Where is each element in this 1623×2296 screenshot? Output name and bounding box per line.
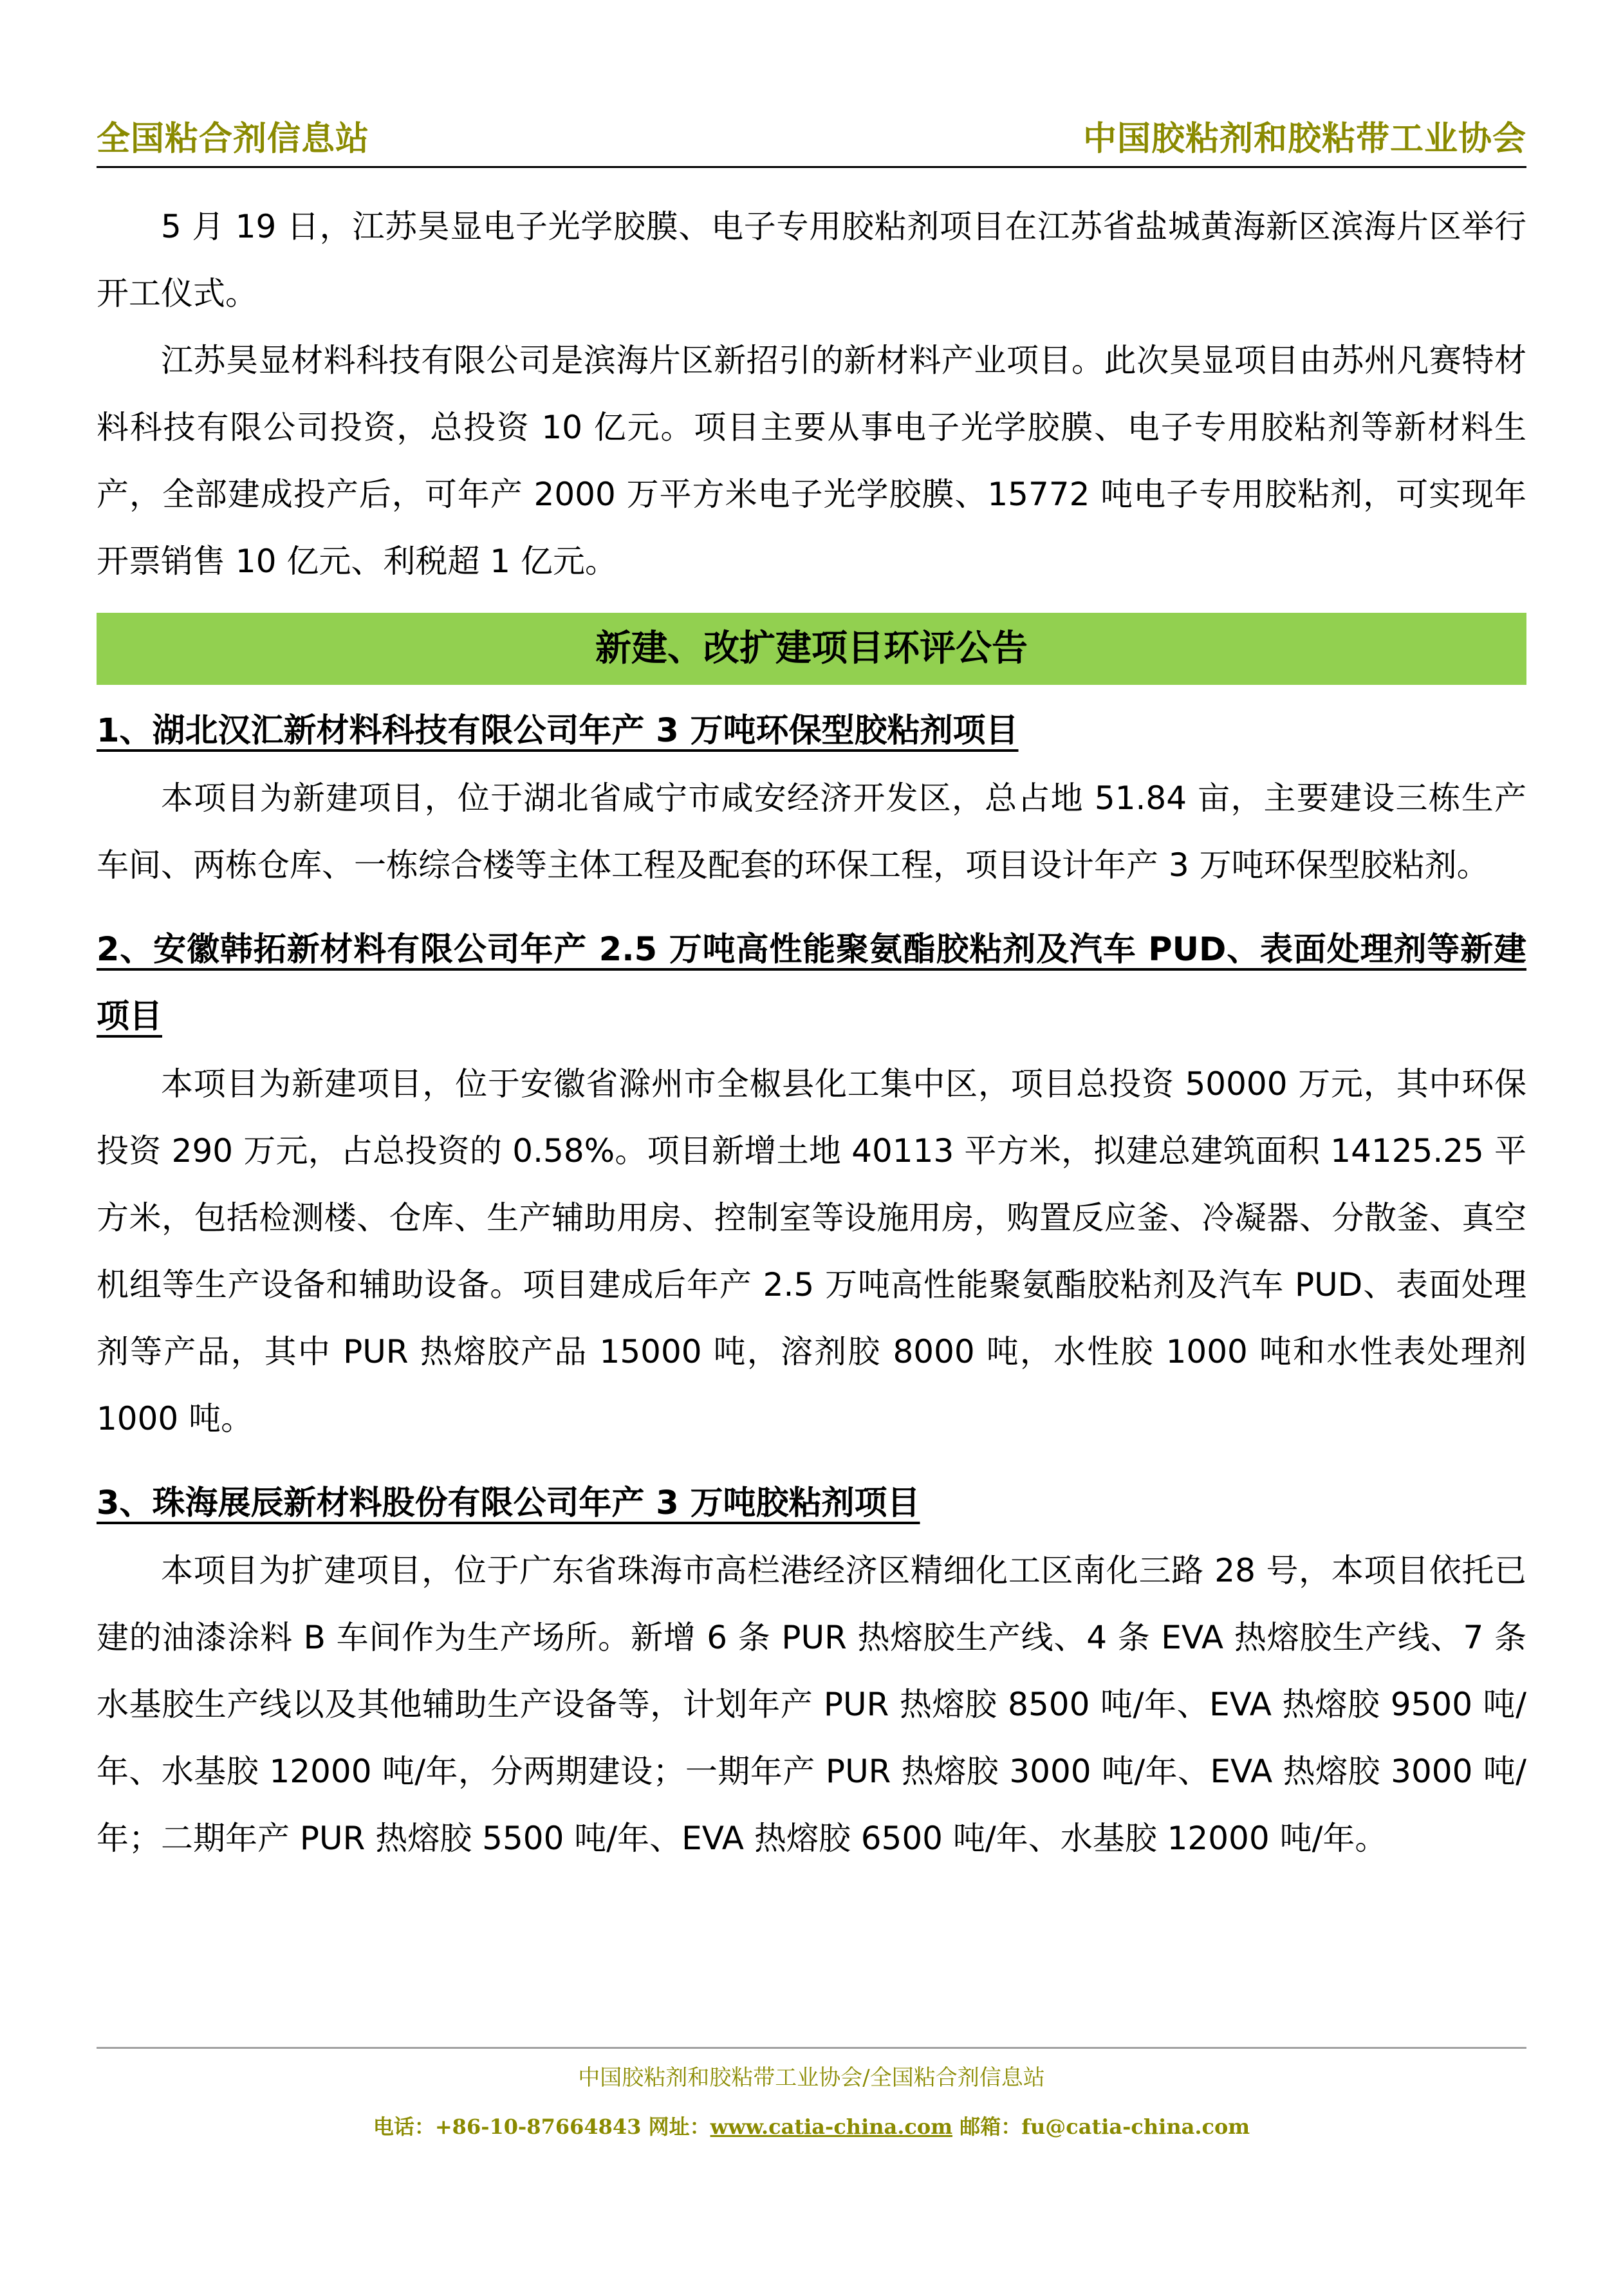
footer-contact [97, 2111, 1526, 2143]
section-3-body: 本项目为扩建项目，位于广东省珠海市高栏港经济区精细化工区南化三路 28 号，本项目依托已建的油漆涂料 B 车间作为生产场所。新增 6 条 PUR 热熔胶生产线、4 条 EVA 热熔胶生产线、7 条水基胶生产线以及其他辅助生产设备等，计划年产 PUR 热熔胶 8500 吨/年、EVA 热熔胶 9500 吨/年、水基胶 12000 吨/年，分两期建设；一期年产 PUR 热熔胶 3000 吨/年、EVA 热熔胶 3000 吨/年；二期年产 PUR 热熔胶 5500 吨/年、EVA 热熔胶 6500 吨/年、水基胶 12000 吨/年。 [97, 1552, 1526, 1857]
section-1-body: 本项目为新建项目，位于湖北省咸宁市咸安经济开发区，总占地 51.84 亩，主要建设三栋生产车间、两栋仓库、一栋综合楼等主体工程及配套的环保工程，项目设计年产 3 万吨环保型胶粘剂。 [97, 779, 1526, 884]
page-header [97, 115, 1526, 168]
section-2-body: 本项目为新建项目，位于安徽省滁州市全椒县化工集中区，项目总投资 50000 万元，其中环保投资 290 万元，占总投资的 0.58%。项目新增土地 40113 平方米，拟建总建筑面积 14125.25 平方米，包括检测楼、仓库、生产辅助用房、控制室等设施用房，购置反应釜、冷凝器、分散釜、真空机组等生产设备和辅助设备。项目建成后年产 2.5 万吨高性能聚氨酯胶粘剂及汽车 PUD、表面处理剂等产品，其中 PUR 热熔胶产品 15000 吨，溶剂胶 8000 吨，水性胶 1000 吨和水性表处理剂 1000 吨。 [97, 1065, 1526, 1437]
footer-website-link[interactable]: www.catia-china.com [710, 2114, 953, 2139]
section-banner: 新建、改扩建项目环评公告 [97, 613, 1526, 685]
footer-organization: 中国胶粘剂和胶粘带工业协会/全国粘合剂信息站 [578, 2065, 1045, 2091]
footer-phone: 电话：+86-10-87664843 网址： [373, 2114, 710, 2139]
page-content [97, 193, 1526, 1872]
intro-paragraph-1: 5 月 19 日，江苏昊显电子光学胶膜、电子专用胶粘剂项目在江苏省盐城黄海新区滨海片区举行开工仪式。 [97, 208, 1526, 312]
section-1-title: 1、湖北汉汇新材料科技有限公司年产 3 万吨环保型胶粘剂项目 [97, 712, 1019, 750]
footer-email-link[interactable]: fu@catia-china.com [1021, 2114, 1250, 2139]
section-2-title: 2、安徽韩拓新材料有限公司年产 2.5 万吨高性能聚氨酯胶粘剂及汽车 PUD、表面处理剂等新建项目 [97, 931, 1526, 1036]
page-footer [97, 2047, 1526, 2143]
header-left-title: 全国粘合剂信息站 [97, 120, 370, 158]
intro-paragraph-2: 江苏昊显材料科技有限公司是滨海片区新招引的新材料产业项目。此次昊显项目由苏州凡赛特材料科技有限公司投资，总投资 10 亿元。项目主要从事电子光学胶膜、电子专用胶粘剂等新材料生产，全部建成投产后，可年产 2000 万平方米电子光学胶膜、15772 吨电子专用胶粘剂，可实现年开票销售 10 亿元、利税超 1 亿元。 [97, 342, 1526, 580]
header-right-title: 中国胶粘剂和胶粘带工业协会 [1082, 120, 1526, 158]
section-3-title: 3、珠海展辰新材料股份有限公司年产 3 万吨胶粘剂项目 [97, 1484, 920, 1522]
footer-email-label: 邮箱： [952, 2114, 1022, 2139]
